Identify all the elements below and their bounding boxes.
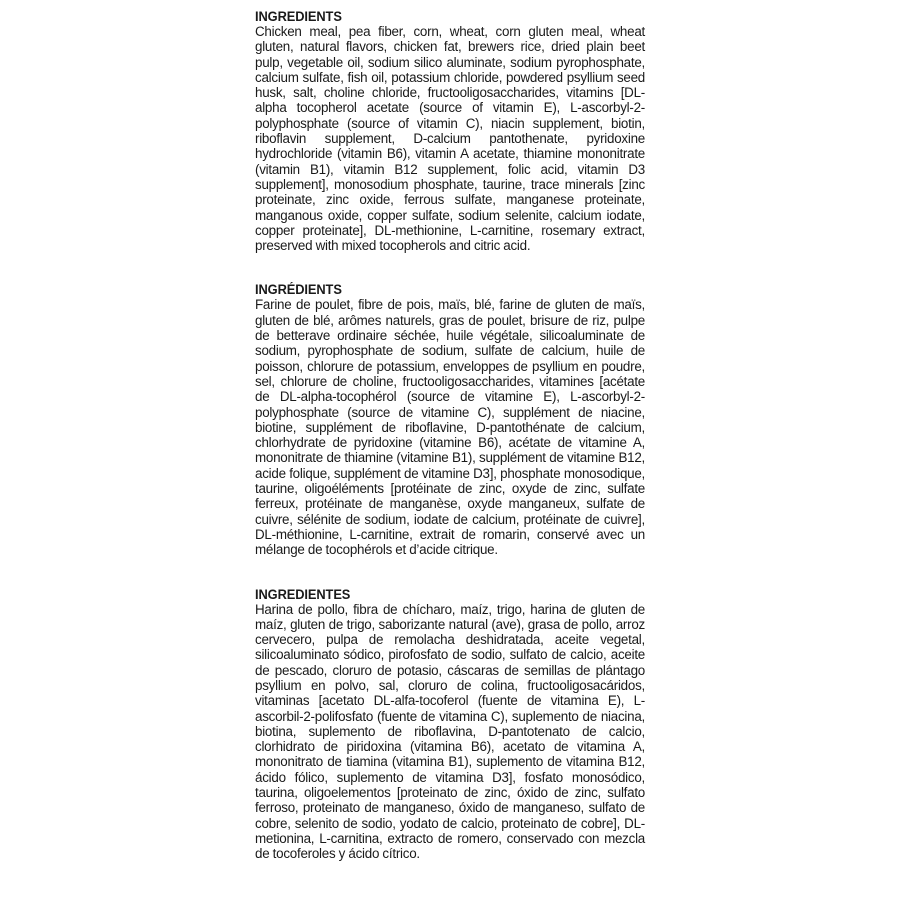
section-title-spanish: INGREDIENTES [255,586,351,602]
section-title-french: INGRÉDIENTS [255,282,342,298]
section-spacer [255,253,645,282]
ingredients-text-spanish: Harina de pollo, fibra de chícharo, maíz, trigo, harina de gluten de maíz, gluten de trigo, saborizante natural (ave), grasa de pollo, arroz cervecero, pulpa de remolacha deshidratada, aceite vegetal, silicoaluminato sódico, pirofosfato de sodio, sulfato de calcio, aceite de pescado, cloruro de potasio, cáscaras de semillas de plántago psyllium en polvo, sal, cloruro de colina, fructooligosacáridos, vitaminas [acetato DL-alfa-tocoferol (fuente de vitamina E), L-ascorbil-2-polifosfato (fuente de vitamina C), suplemento de niacina, biotina, suplemento de riboflavina, D-pantotenato de calcio, clorhidrato de piridoxina (vitamina B6), acetato de vitamina A, mononitrato de tiamina (vitamina B1), suplemento de vitamina B12, ácido fólico, suplemento de vitamina D3], fosfato monosódico, taurina, oligoelementos [proteinato de zinc, óxido de zinc, sulfato ferroso, proteinato de manganeso, óxido de manganeso, sulfato de cobre, selenito de sodio, yodato de calcio, proteinato de cobre], DL-metionina, L-carnitina, extracto de romero, conservado con mezcla de tocoferoles y ácido cítrico. [255,601,645,862]
ingredients-text-english: Chicken meal, pea fiber, corn, wheat, corn gluten meal, wheat gluten, natural flavors, chicken fat, brewers rice, dried plain beet pulp, vegetable oil, sodium silico aluminate, sodium pyrophosphate, calcium sulfate, fish oil, potassium chloride, powdered psyllium seed husk, salt, choline chloride, fructooligosaccharides, vitamins [DL-alpha tocopherol acetate (source of vitamin E), L-ascorbyl-2-polyphosphate (source of vitamin C), niacin supplement, biotin, riboflavin supplement, D-calcium pantothenate, pyridoxine hydrochloride (vitamin B6), vitamin A acetate, thiamine mononitrate (vitamin B1), vitamin B12 supplement, folic acid, vitamin D3 supplement], monosodium phosphate, taurine, trace minerals [zinc proteinate, zinc oxide, ferrous sulfate, manganese proteinate, manganous oxide, copper sulfate, sodium selenite, calcium iodate, copper proteinate], DL-methionine, L-carnitine, rosemary extract, preserved with mixed tocopherols and citric acid. [255,24,645,254]
ingredients-text-french: Farine de poulet, fibre de pois, maïs, blé, farine de gluten de maïs, gluten de blé, arômes naturels, gras de poulet, brisure de riz, pulpe de betterave ordinaire séchée, huile végétale, silicoaluminate de sodium, pyrophosphate de sodium, sulfate de calcium, huile de poisson, chlorure de potassium, enveloppes de psyllium en poudre, sel, chlorure de choline, fructooligosaccharides, vitamines [acétate de DL-alpha-tocophérol (source de vitamine E), L-ascorbyl-2-polyphosphate (source de vitamine C), supplément de niacine, biotine, supplément de riboflavine, D-pantothénate de calcium, chlorhydrate de pyridoxine (vitamine B6), acétate de vitamine A, mononitrate de thiamine (vitamine B1), supplément de vitamine B12, acide folique, supplément de vitamine D3], phosphate monosodique, taurine, oligoéléments [protéinate de zinc, oxyde de zinc, sulfate ferreux, protéinate de manganèse, oxyde manganeux, sulfate de cuivre, sélénite de sodium, iodate de calcium, protéinate de cuivre], DL-méthionine, L-carnitine, extrait de romarin, conservé avec un mélange de tocophérols et d’acide citrique. [255,297,645,558]
section-spacer [255,558,645,587]
ingredients-section-english [255,9,645,253]
ingredients-label [255,9,645,862]
section-title-english: INGREDIENTS [255,9,342,24]
ingredients-section-spanish [255,587,645,862]
ingredients-section-french [255,282,645,557]
